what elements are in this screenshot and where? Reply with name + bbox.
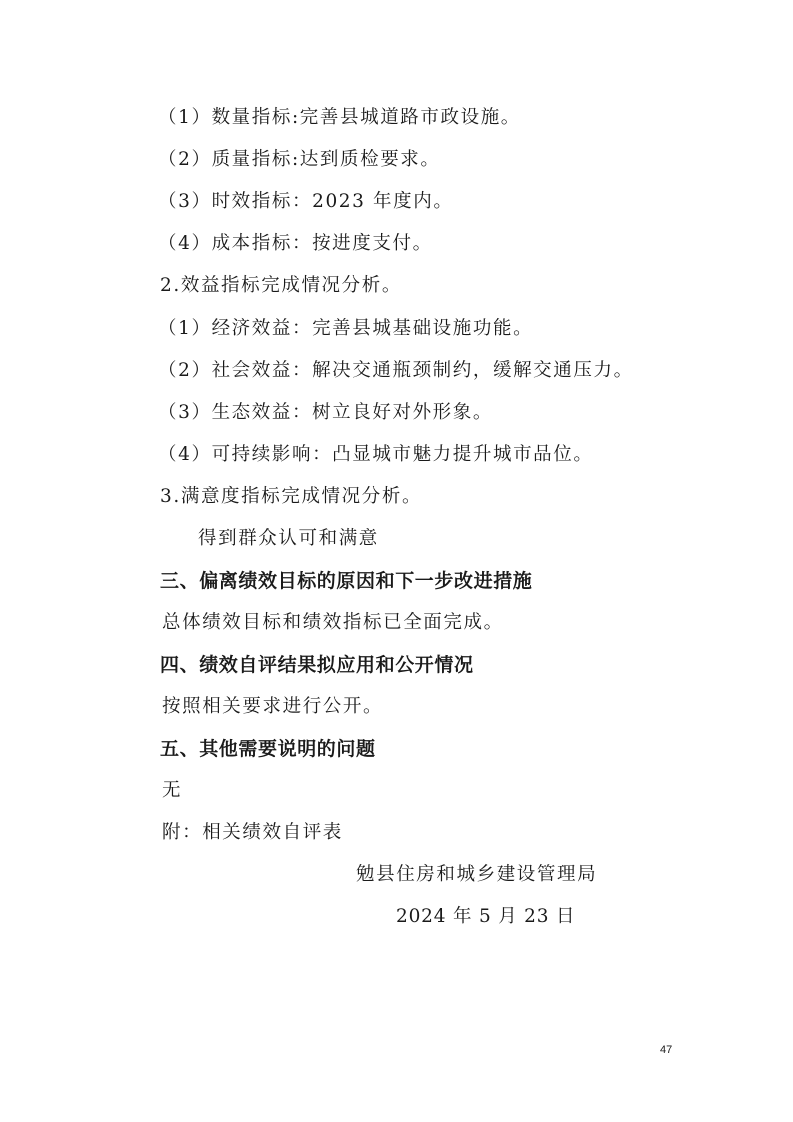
benefit-line-2: （2）社会效益：解决交通瓶颈制约，缓解交通压力。 — [158, 360, 634, 381]
section4-text: 按照相关要求进行公开。 — [162, 696, 384, 717]
section3-text: 总体绩效目标和绩效指标已全面完成。 — [162, 612, 504, 633]
satisfaction-title: 3.满意度指标完成情况分析。 — [160, 486, 423, 507]
signature-organization: 勉县住房和城乡建设管理局 — [356, 864, 598, 885]
page-number: 47 — [660, 1044, 673, 1056]
section5-heading: 五、其他需要说明的问题 — [160, 738, 376, 760]
indicator-line-3: （3）时效指标：2023 年度内。 — [158, 191, 454, 212]
benefit-line-4: （4）可持续影响：凸显城市魅力提升城市品位。 — [158, 444, 594, 465]
section5-text: 无 — [162, 780, 183, 801]
satisfaction-text: 得到群众认可和满意 — [198, 528, 379, 549]
benefit-line-1: （1）经济效益：完善县城基础设施功能。 — [158, 318, 534, 339]
benefit-title: 2.效益指标完成情况分析。 — [160, 275, 402, 296]
benefit-line-3: （3）生态效益：树立良好对外形象。 — [158, 402, 493, 423]
indicator-line-4: （4）成本指标：按进度支付。 — [158, 233, 433, 254]
section3-heading: 三、偏离绩效目标的原因和下一步改进措施 — [160, 570, 533, 592]
attachment-note: 附：相关绩效自评表 — [162, 822, 343, 843]
indicator-line-1: （1）数量指标:完善县城道路市政设施。 — [158, 107, 521, 128]
signature-date: 2024 年 5 月 23 日 — [396, 906, 576, 927]
indicator-line-2: （2）质量指标:达到质检要求。 — [158, 149, 441, 170]
section4-heading: 四、绩效自评结果拟应用和公开情况 — [160, 654, 474, 676]
